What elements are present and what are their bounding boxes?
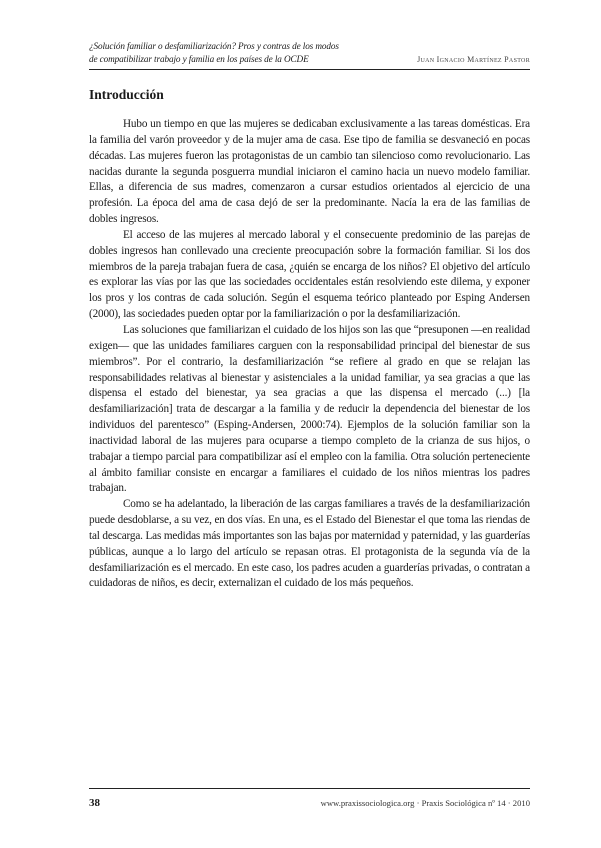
footer-source: www.praxissociologica.org · Praxis Sociológica nº 14 · 2010 bbox=[320, 798, 530, 808]
paragraph-3: Las soluciones que familiarizan el cuidado de los hijos son las que “presuponen —en realidad exigen— que las unidades familiares carguen con la responsabilidad principal del bienestar de sus miembros”. Por el contrario, la desfamiliarización “se refiere al grado en que se relajan las responsabilidades relativas al bienestar y asistenciales a la unidad familiar, ya sea gracias a que las dispensa el estado del bienestar, ya sea gracias a que las dispensa el mercado (...) [la desfamiliarización] trata de descargar a la familia y de reducir la dependencia del bienestar de los individuos del parentesco” (Esping-Andersen, 2000:74). Ejemplos de la solución familiar son la inactividad laboral de las mujeres para ocuparse a tiempo completo de la crianza de sus hijos, o trabajar a tiempo parcial para compatibilizar así el empleo con la familia. Otra solución perteneciente al ámbito familiar consiste en encargar a familiares el cuidado de los niños mientras los padres trabajan. bbox=[89, 323, 530, 495]
article-body bbox=[89, 117, 530, 592]
paragraph-2: El acceso de las mujeres al mercado laboral y el consecuente predominio de las parejas de dobles ingresos han conllevado una creciente preocupación sobre la formación familiar. Si los dos miembros de la pareja trabajan fuera de casa, ¿quién se encarga de los niños? El objetivo del artículo es explorar las vías por las que las sociedades occidentales están resolviendo este dilema, y exponer los pros y los contras de cada solución. Según el esquema teórico planteado por Esping Andersen (2000), las sociedades pueden optar por la familiarización o por la desfamiliarización. bbox=[89, 228, 530, 321]
paragraph-4: Como se ha adelantado, la liberación de las cargas familiares a través de la desfamiliarización puede desdoblarse, a su vez, en dos vías. En una, es el Estado del Bienestar el que toma las riendas de tal descarga. Las medidas más importantes son las bajas por maternidad y paternidad, y las guarderías públicas, aunque a lo largo del artículo se repasan otras. El protagonista de la segunda vía de la desfamiliarización es el mercado. En este caso, los padres acuden a guarderías privadas, o contratan a cuidadoras de niños, es decir, externalizan el cuidado de los más pequeños. bbox=[89, 498, 530, 590]
section-title: Introducción bbox=[89, 87, 164, 102]
header-article-title bbox=[89, 40, 389, 66]
footer-rule bbox=[89, 788, 530, 789]
page-number: 38 bbox=[89, 797, 100, 809]
running-header bbox=[89, 40, 530, 66]
header-title-line-1: ¿Solución familiar o desfamiliarización? Pros y contras de los modos bbox=[89, 41, 339, 51]
header-author: Juan Ignacio Martínez Pastor bbox=[417, 55, 530, 64]
paragraph-1: Hubo un tiempo en que las mujeres se dedicaban exclusivamente a las tareas domésticas. Era la familia del varón proveedor y de la mujer ama de casa. Ese tipo de familia se desvaneció en pocas décadas. Las mujeres fueron las protagonistas de un cambio tan silencioso como revolucionario. Las nacidas durante la segunda posguerra mundial iniciaron el camino hacia un nuevo modelo familiar. Ellas, a diferencia de sus madres, comenzaron a cursar estudios orientados al ejercicio de una profesión. La época del ama de casa dejó de ser la predominante. Nacía la era de las familias de dobles ingresos. bbox=[89, 118, 530, 226]
header-title-line-2: de compatibilizar trabajo y familia en los países de la OCDE bbox=[89, 54, 309, 64]
header-rule bbox=[89, 69, 530, 70]
